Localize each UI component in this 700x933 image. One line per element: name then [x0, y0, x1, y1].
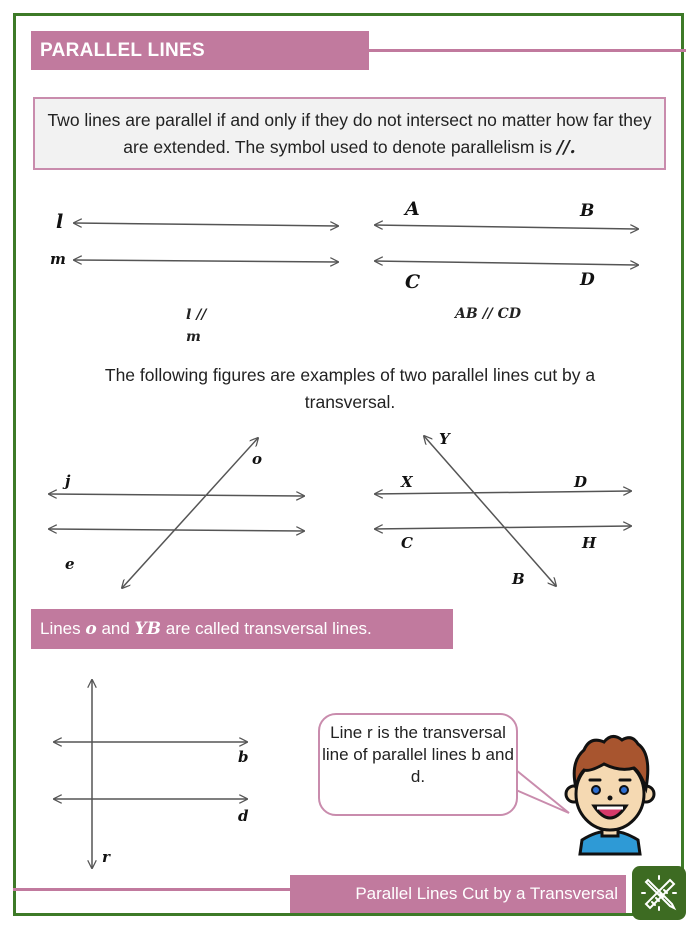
label-c: C — [405, 271, 421, 293]
caption-l-parallel: l // — [186, 307, 207, 323]
label-e: e — [65, 555, 75, 573]
line-e — [49, 529, 304, 531]
note-line-o: o — [85, 619, 97, 639]
caption-m: m — [186, 329, 201, 345]
transversal-note — [31, 609, 453, 649]
label-b-fig4: B — [512, 570, 525, 588]
transversal-yb — [424, 436, 556, 586]
label-d-fig4: D — [574, 473, 588, 491]
label-b-point: B — [580, 201, 595, 221]
label-b: b — [238, 748, 249, 766]
label-o: o — [252, 450, 263, 468]
footer-title: Parallel Lines Cut by a Transversal — [290, 875, 626, 913]
note-suffix: are called transversal lines. — [161, 619, 372, 638]
intro-text: The following figures are examples of two parallel lines cut by a transversal. — [104, 365, 596, 412]
caption-ab-cd: AB // CD — [455, 306, 521, 322]
section-title: PARALLEL LINES — [31, 31, 369, 70]
label-c-fig4: C — [401, 534, 413, 552]
label-r: r — [102, 848, 110, 866]
transversal-o — [122, 438, 258, 588]
label-d-point: D — [580, 270, 595, 290]
label-j: j — [65, 472, 71, 490]
boy-avatar-icon — [560, 732, 660, 857]
line-m — [74, 260, 338, 262]
footer-divider — [13, 888, 293, 891]
label-h: H — [582, 534, 597, 552]
line-l — [74, 223, 338, 226]
definition-text: Two lines are parallel if and only if they do not intersect no matter how far they are extended. The symbol used to denote parallelism is — [47, 110, 652, 157]
label-x: X — [401, 473, 413, 491]
logo-badge — [632, 866, 686, 920]
note-line-yb: YB — [134, 619, 162, 639]
label-d: d — [238, 807, 249, 825]
label-l: l — [56, 211, 64, 233]
line-ab — [375, 225, 638, 229]
label-m: m — [50, 250, 66, 268]
line-xd — [375, 491, 631, 494]
note-prefix: Lines — [40, 619, 86, 638]
pencil-ruler-icon — [632, 866, 686, 920]
parallel-symbol: //. — [556, 138, 576, 158]
note-middle: and — [96, 619, 135, 638]
label-y: Y — [439, 430, 450, 448]
label-a: A — [405, 198, 420, 220]
speech-bubble: Line r is the transversal line of parallel lines b and d. — [318, 713, 518, 816]
line-cd — [375, 261, 638, 265]
line-j — [49, 494, 304, 496]
